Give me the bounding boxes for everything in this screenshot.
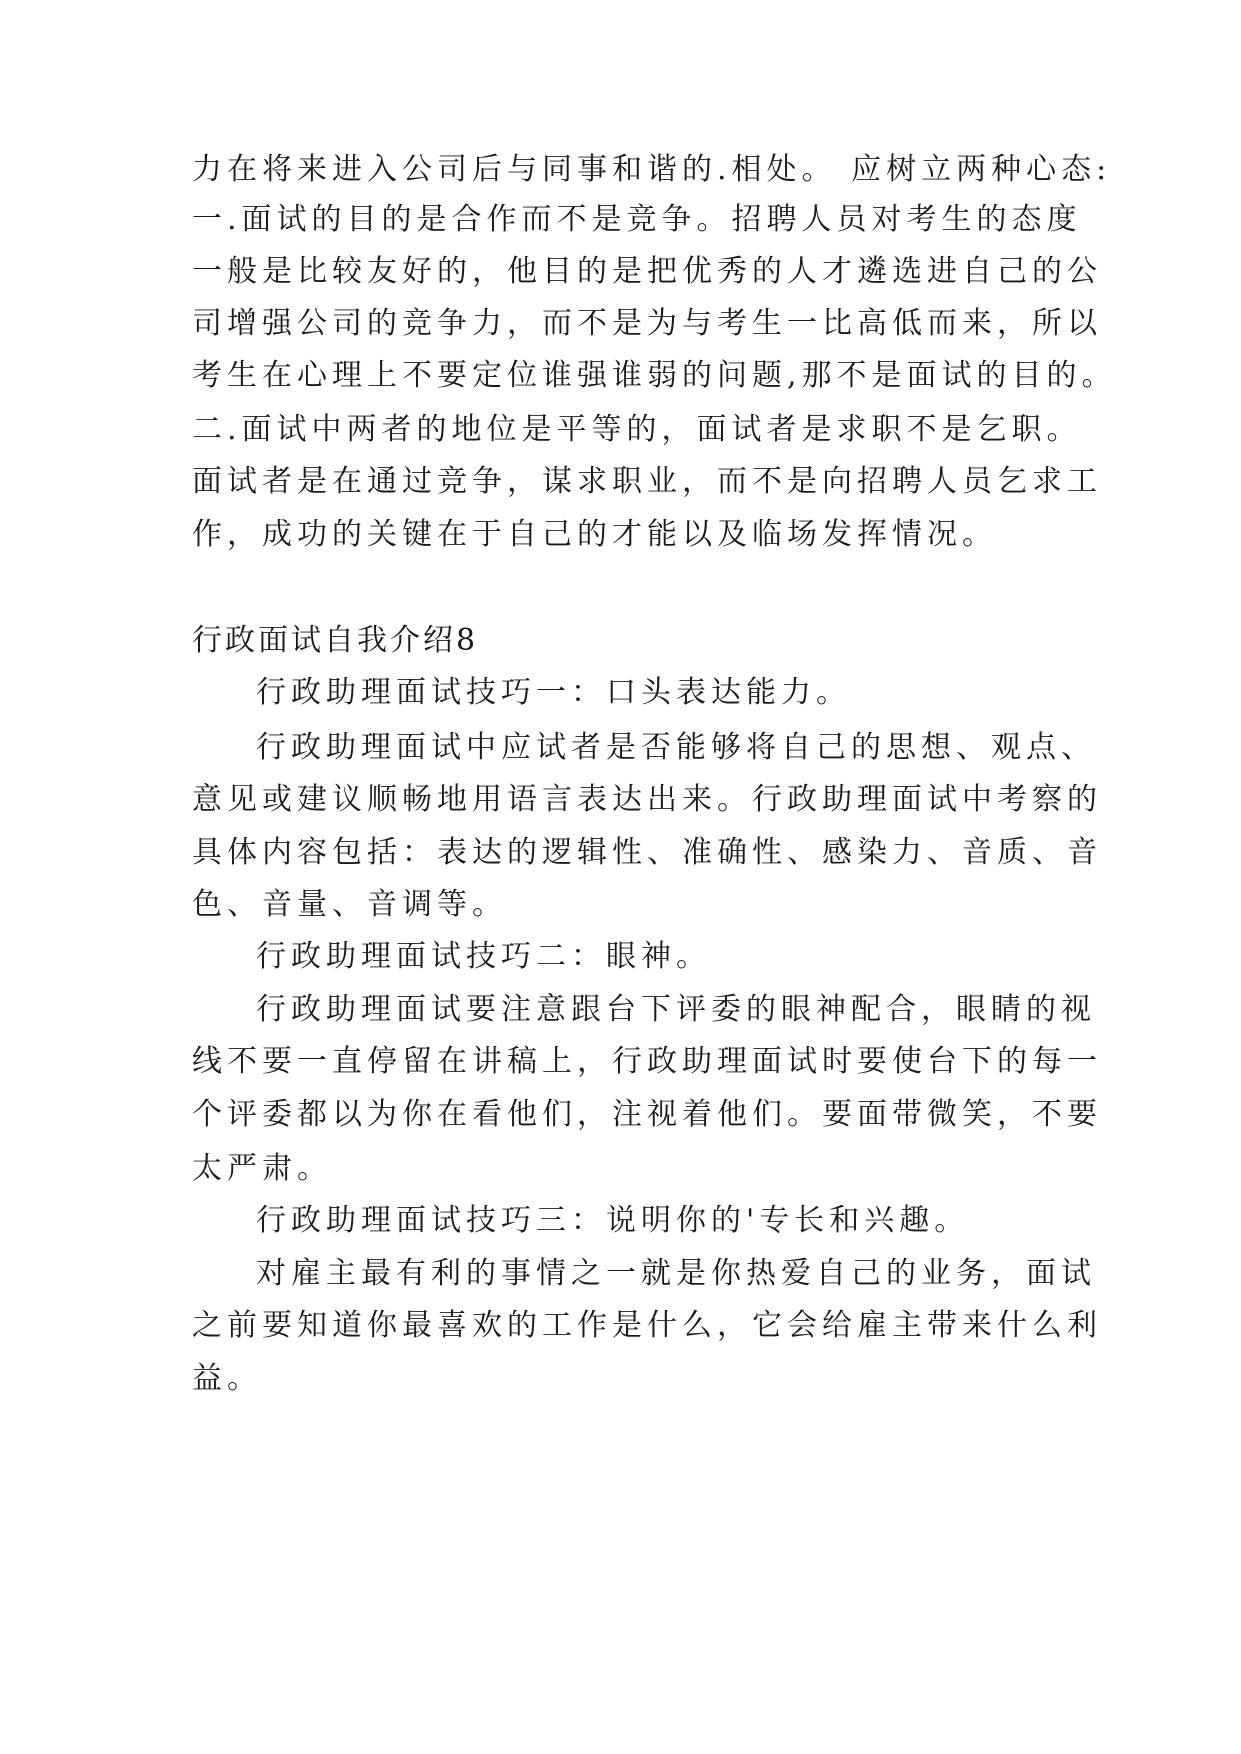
paragraph-line: 具体内容包括：表达的逻辑性、准确性、感染力、音质、音 <box>192 835 1102 870</box>
paragraph-line: 司增强公司的竞争力，而不是为与考生一比高低而来，所以 <box>192 306 1102 341</box>
paragraph-line: 太严肃。 <box>192 1151 332 1186</box>
paragraph-line: 行政助理面试中应试者是否能够将自己的思想、观点、 <box>256 730 1096 765</box>
paragraph-line: 行政助理面试要注意跟台下评委的眼神配合，眼睛的视 <box>256 992 1096 1027</box>
paragraph-line: 力在将来进入公司后与同事和谐的.相处。 应树立两种心态: <box>192 152 1112 187</box>
paragraph-line: 线不要一直停留在讲稿上，行政助理面试时要使台下的每一 <box>192 1044 1102 1079</box>
tip-heading: 行政助理面试技巧三：说明你的'专长和兴趣。 <box>256 1203 970 1238</box>
paragraph-line: 一般是比较友好的，他目的是把优秀的人才遴选进自己的公 <box>192 254 1102 289</box>
paragraph-line: 益。 <box>192 1361 262 1396</box>
paragraph-line: 个评委都以为你在看他们，注视着他们。要面带微笑，不要 <box>192 1097 1102 1132</box>
paragraph-line: 面试者是在通过竞争，谋求职业，而不是向招聘人员乞求工 <box>192 464 1102 499</box>
tip-heading: 行政助理面试技巧一：口头表达能力。 <box>256 675 851 710</box>
paragraph-line: 对雇主最有利的事情之一就是你热爱自己的业务，面试 <box>256 1256 1096 1291</box>
paragraph-line: 意见或建议顺畅地用语言表达出来。行政助理面试中考察的 <box>192 782 1102 817</box>
section-heading: 行政面试自我介绍8 <box>192 623 479 658</box>
paragraph-line: 作，成功的关键在于自己的才能以及临场发挥情况。 <box>192 517 997 552</box>
paragraph-line: 色、音量、音调等。 <box>192 887 507 922</box>
paragraph-line: 考生在心理上不要定位谁强谁弱的问题,那不是面试的目的。 <box>192 358 1117 393</box>
paragraph-line: 之前要知道你最喜欢的工作是什么，它会给雇主带来什么利 <box>192 1308 1102 1343</box>
tip-heading: 行政助理面试技巧二：眼神。 <box>256 939 711 974</box>
paragraph-line: 一.面试的目的是合作而不是竞争。招聘人员对考生的态度 <box>192 202 1082 237</box>
paragraph-line: 二.面试中两者的地位是平等的，面试者是求职不是乞职。 <box>192 412 1082 447</box>
